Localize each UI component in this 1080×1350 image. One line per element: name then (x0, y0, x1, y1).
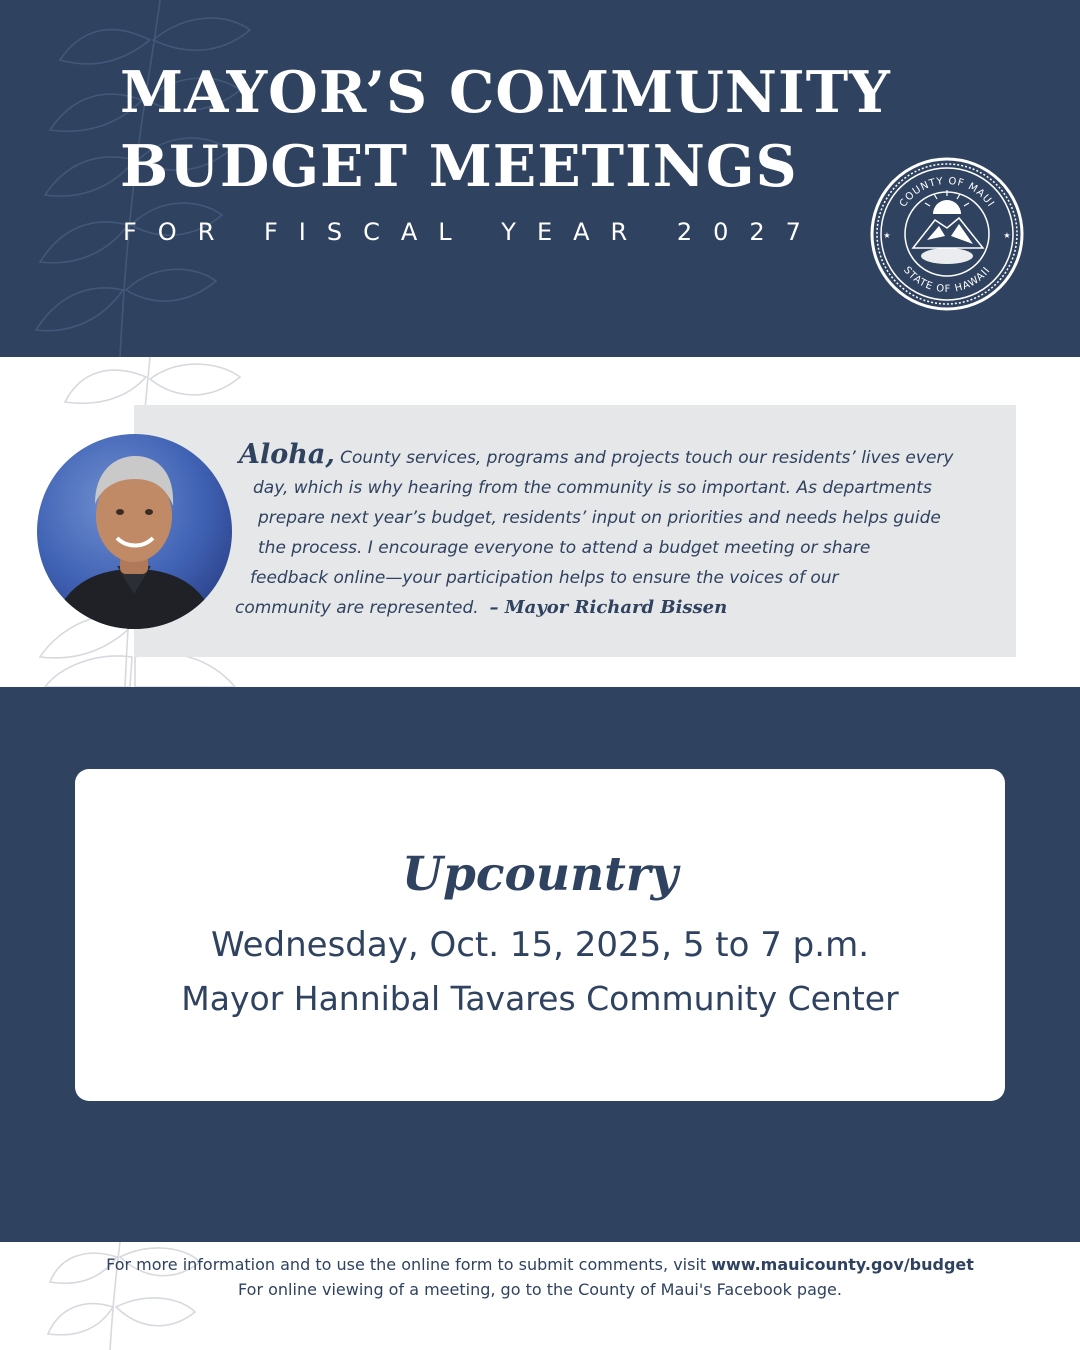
quote-line: day, which is why hearing from the community is so important. As departments (253, 478, 932, 498)
seal-bottom-text: STATE OF HAWAII (901, 264, 993, 296)
mayor-portrait (37, 434, 232, 629)
quote-signature: – Mayor Richard Bissen (489, 597, 728, 618)
budget-website-link[interactable]: www.mauicounty.gov/budget (711, 1255, 974, 1274)
quote-line: the process. I encourage everyone to attend a budget meeting or share (258, 538, 871, 558)
county-seal-logo (869, 156, 1025, 312)
mayor-quote (235, 440, 995, 623)
quote-section (0, 357, 1080, 687)
quote-line: community are represented. (235, 598, 479, 618)
footer (0, 1242, 1080, 1350)
event-venue: Mayor Hannibal Tavares Community Center (181, 979, 899, 1018)
page-title (120, 56, 891, 204)
fiscal-year-subtitle: FOR FISCAL YEAR 2027 (123, 218, 822, 246)
event-card (75, 769, 1005, 1101)
header-banner (0, 0, 1080, 357)
title-line-2: BUDGET MEETINGS (120, 133, 798, 200)
footer-facebook-text: For online viewing of a meeting, go to the County of Maui's Facebook page. (238, 1280, 842, 1299)
svg-text:★: ★ (1003, 231, 1011, 240)
footer-info-text: For more information and to use the online form to submit comments, visit (106, 1255, 712, 1274)
footer-text (0, 1252, 1080, 1302)
quote-greeting: Aloha, (239, 439, 335, 470)
event-section (0, 687, 1080, 1242)
event-date-time: Wednesday, Oct. 15, 2025, 5 to 7 p.m. (210, 925, 870, 965)
quote-line: County services, programs and projects touch our residents’ lives every (340, 448, 954, 468)
title-line-1: MAYOR’S COMMUNITY (120, 59, 891, 126)
seal-top-text: COUNTY OF MAUI (897, 175, 997, 210)
quote-line: feedback online—your participation helps to ensure the voices of our (250, 568, 839, 588)
event-area: Upcountry (402, 847, 678, 902)
mayor-portrait-image (37, 434, 232, 629)
quote-line: prepare next year’s budget, residents’ input on priorities and needs helps guide (258, 508, 941, 528)
svg-text:★: ★ (883, 231, 891, 240)
